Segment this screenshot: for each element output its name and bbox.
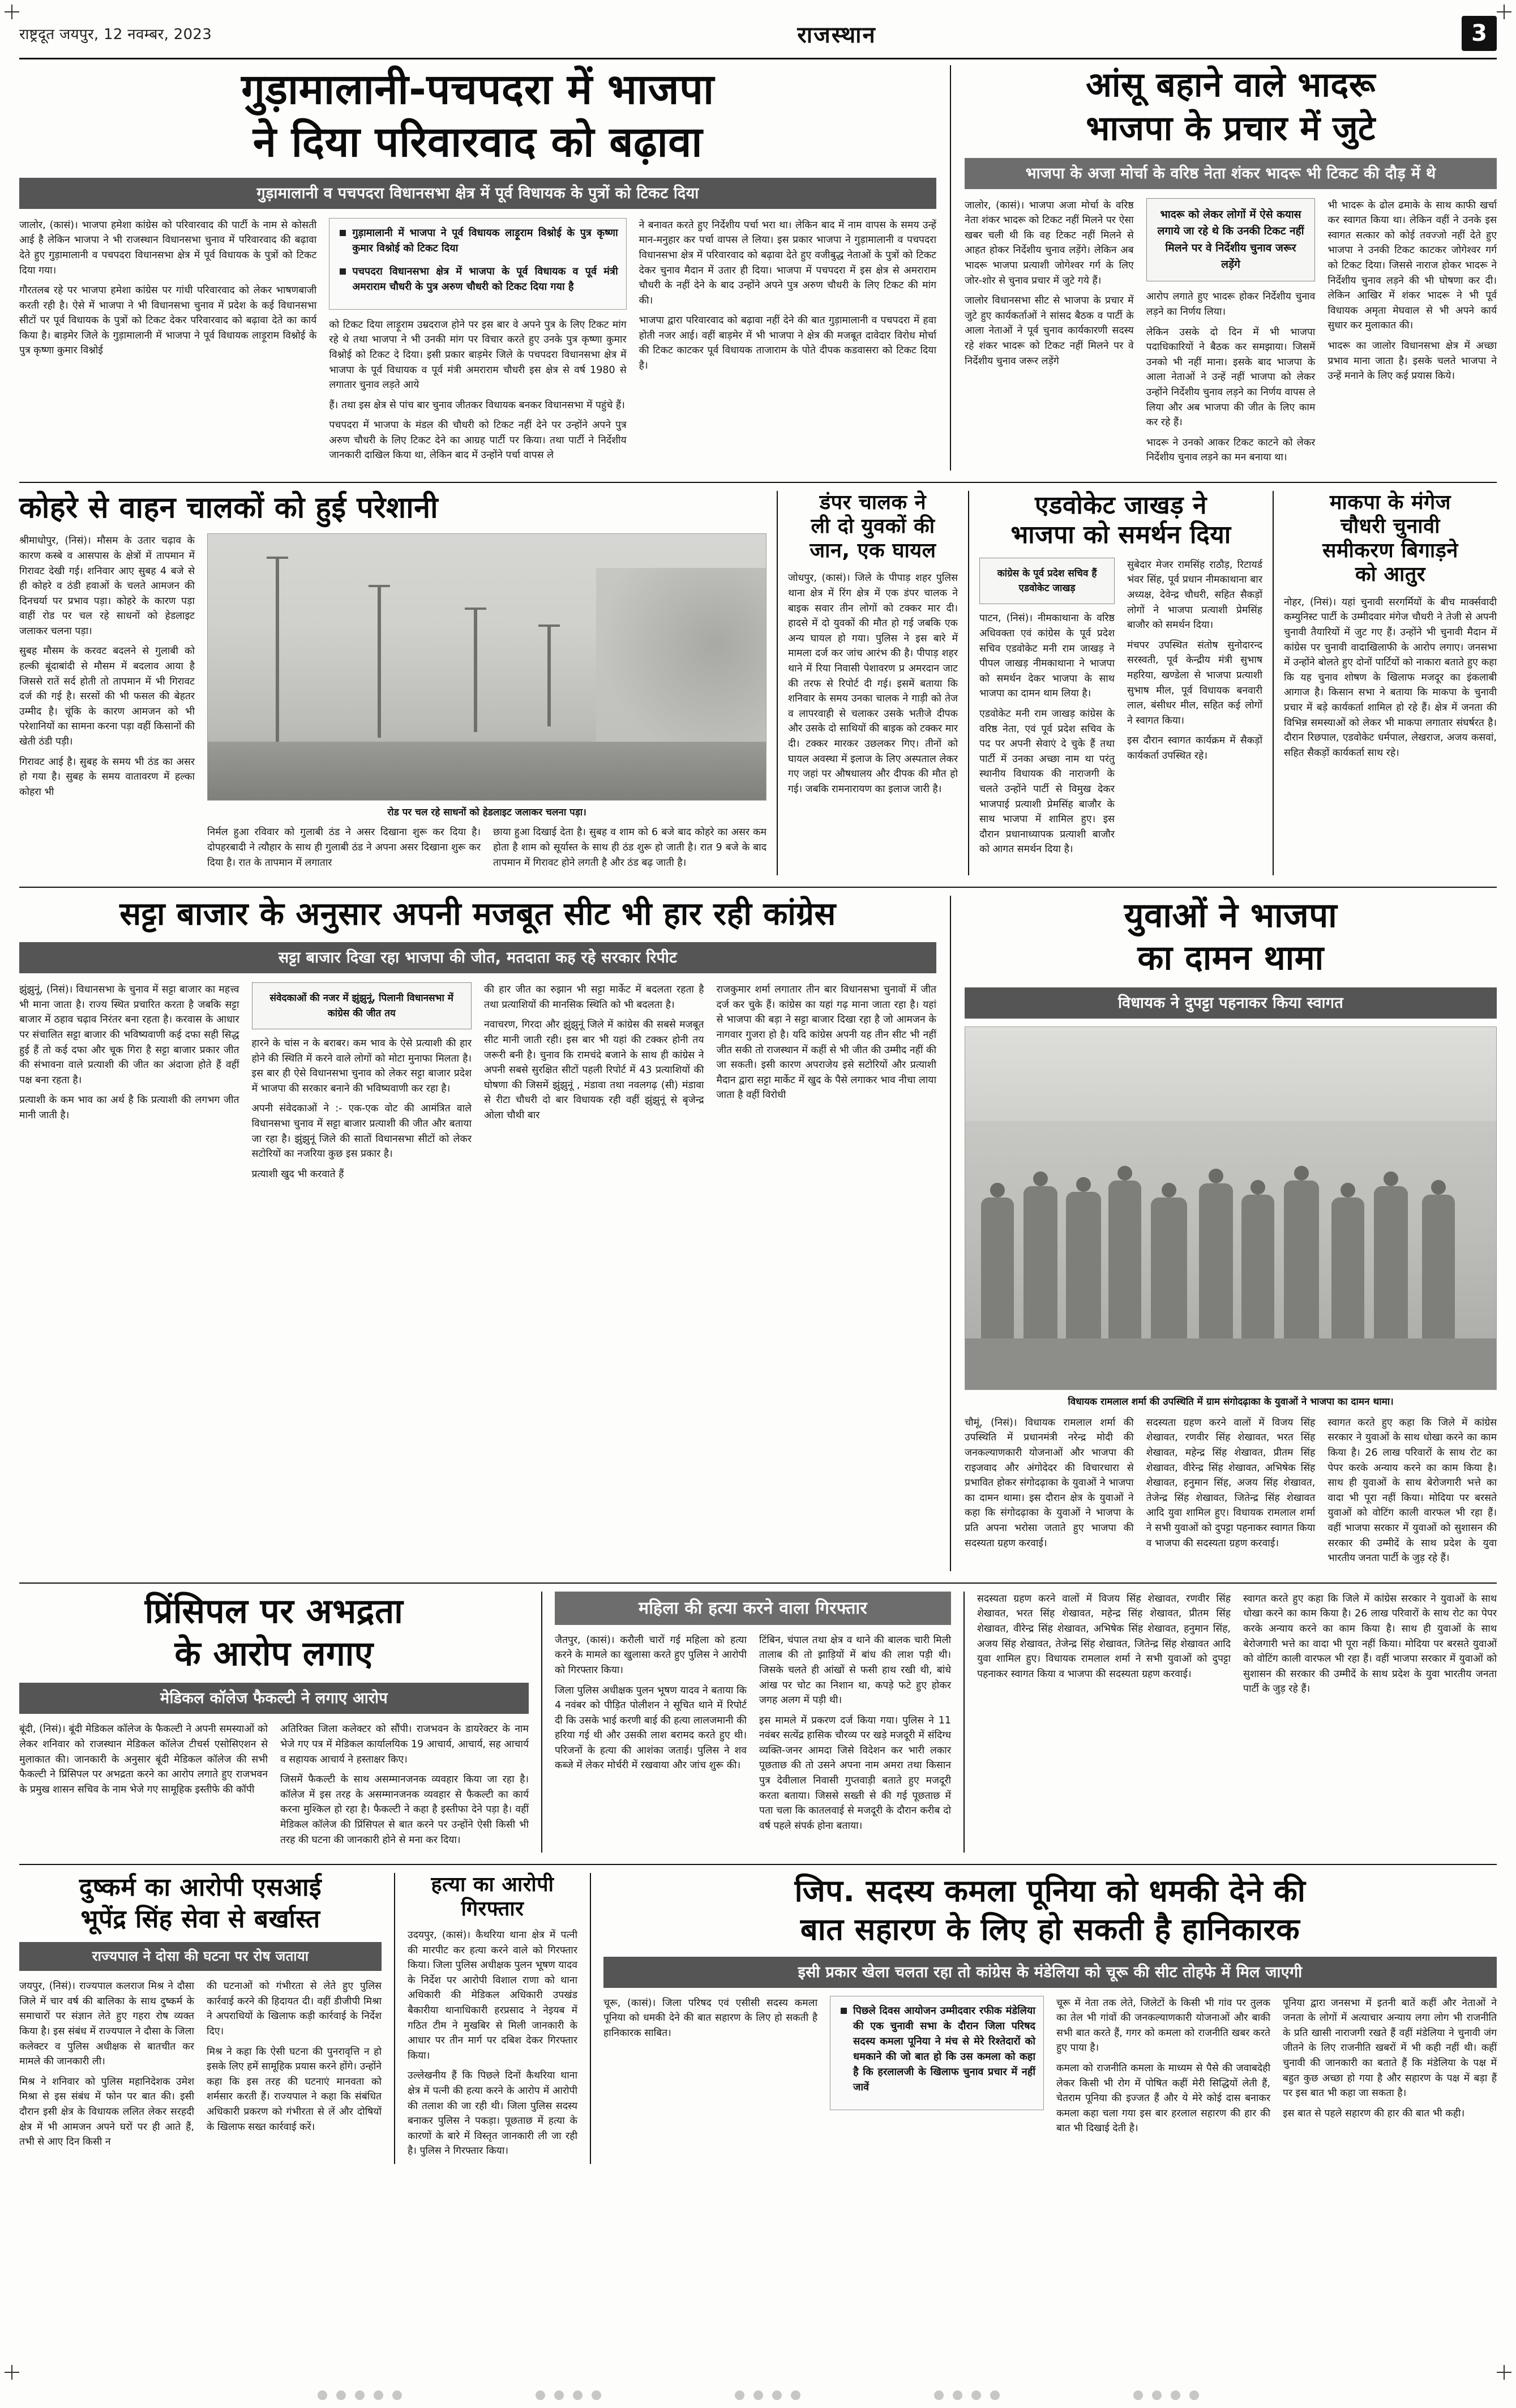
kamla-column-3 [1056,1996,1270,2141]
kamla-para: चूरू में नेता तक लेते, जिलेटों के किसी भी गांव पर तुलक का तेल भी गांवों की जनकल्याणकारी योजनाओं और बाकी सभी बात करते हैं, गगर को कमला को राजनीति खबर करते हुए पाया है। [1056,1997,1270,2054]
lead-bullets-column [329,218,626,468]
tears-column-3 [1327,198,1497,471]
satta-article [19,896,936,1571]
tears-article [965,65,1497,471]
satta-para: नवाचरण, गिरदा और झुंझुनूं जिले में कांग्रेस की सबसे मजबूत सीट मानी जाती रही। इस बार भी यहां की टक्कर होनी तय जरूरी बनी है। चुनाव कि रामचंदे बजाने के साथ ही कांग्रेस ने अपनी सबसे सुरक्षित सीटों पहली रिपोर्ट में 43 प्रत्याशियों की घोषणा की जिसमें झुंझुनूं , मंडावा तथा नवलगढ़ (सी) मंडावा से रीटा चौधरी दो बार विधायक रही वहीं झुंझुनूं से बृजेन्द्र ओला चौथी बार [484,1019,704,1122]
fog-column-1 [19,533,195,875]
registration-dots [0,2390,1516,2400]
principal-column-1 [19,1722,268,1853]
vertical-divider [1273,491,1274,875]
murder-column-2 [759,1633,951,1839]
principal-para: जिसमें फैकल्टी के साथ असम्मानजनक व्यवहार किया जा रहा है। कॉलेज में इस तरह के असम्मानजनक व्यवहार से फैकल्टी का कार्य करना मुश्किल हो रहा है। फैकल्टी ने कहा है इस्तीफा देने पड़ा है। वहीं मेडिकल कॉलेज की प्रिंसिपल से बात करने पर उन्होंने ऐसी किसी भी तरह की घटना की जानकारी होने से मना कर दिया। [280,1774,529,1846]
rape-article [19,1873,382,2164]
youth-photo [965,1026,1497,1390]
murder-para: इस मामले में प्रकरण दर्ज किया गया। पुलिस ने 11 नवंबर सत्येंद्र हासिक चौरव्य पर खड़े मजदूरी में संदिग्ध व्यक्ति-जनर आमदा जिसे विदेशन कर भारी लकार पूछताछ की तो उसने अपना नाम अमरा तथा किसान पुत्र देवीलाल निवासी गुप्तवाड़ी बताते हुए मजदूरी करता बताया। जिससे सख्ती से की गई पूछताछ में पता चला कि कातलवाई से मजदूरी के दौरान करीब दो वर्ष पहले संपर्क होना बताया। [759,1714,951,1832]
lead-para: जालोर, (कासं)। भाजपा हमेशा कांग्रेस को परिवारवाद की पार्टी के नाम से कोसती आई है लेकिन भाजपा ने भी राजस्थान विधानसभा चुनाव में परिवारवाद की बढ़ावा देते हुए गुड़ामालानी व पचपदरा विधानसभा क्षेत्र में पूर्व विधायक के पुत्रों को टिकट दिया गया। [19,219,317,276]
fog-article [19,491,766,875]
makpa-headline-2: चौधरी चुनावी [1341,515,1440,538]
registration-dot [355,2390,365,2400]
murder-article [555,1592,951,1853]
lead-bullets-box [329,218,626,310]
youth-column-3 [1327,1415,1497,1571]
satta-para: की हार जीत का रुझान भी सट्टा मार्केट में बदलता रहता है तथा प्रत्याशियों की मानसिक स्थिति को भी बदलता है। [484,984,704,1011]
principal-article [19,1592,529,1853]
tears-para: भादरू का जालोर विधानसभा क्षेत्र में अच्छा प्रभाव माना जाता है। इसके चलते भाजपा ने उन्हें मनाने के लिए कई प्रयास किये। [1327,340,1497,382]
principal-para: अतिरिक्त जिला कलेक्टर को सौंपी। राजभवन के डायरेक्टर के नाम भेजे गए पत्र में मेडिकल कार्यालयिक 19 आचार्य, आचार्य, सह आचार्य व सहायक आचार्य ने हस्ताक्षर किए। [280,1723,529,1765]
masthead-section-title: राजस्थान [797,22,876,48]
dumper-column [788,571,958,797]
principal-subhead-bar: मेडिकल कॉलेज फैकल्टी ने लगाए आरोप [19,1683,529,1714]
advocate-headline-1: एडवोकेट जाखड़ ने [1035,490,1207,520]
fog-photo-caption: रोड पर चल रहे साधनों को हेडलाइट जलाकर चलना पड़ा। [387,807,586,819]
kamla-subhead-bar: इसी प्रकार खेला चलता रहा तो कांग्रेस के मंडेलिया को चूरू की सीट तोहफे में मिल जाएगी [603,1957,1497,1988]
crop-mark [5,2365,19,2380]
lead-article [19,65,936,471]
principal-column-2 [280,1722,529,1853]
vertical-divider [541,1592,542,1853]
rape-column-1 [19,1979,194,2155]
makpa-column [1284,595,1497,761]
fourth-band [19,1592,1497,1853]
youth-para: स्वागत करते हुए कहा कि जिले में कांग्रेस सरकार ने युवाओं के साथ धोखा करने का काम किया है। 26 लाख परिवारों के साथ रोट का पेपर करके अन्याय करने का काम किया है। साथ ही युवाओं के साथ बेरोजगारी भत्ते का वादा भी पूरा नहीं किया। मोदिया पर बरसते युवाओं को वोटिंग काली वारफल भी रहा हैं। वहीं भाजपा सरकार में युवाओं को सुशासन की सरकार की उम्मीदें के साथ प्रदेश के युवा भारतीय जनता पार्टी के जुड़ रहे हैं। [1327,1417,1497,1564]
advocate-para: सुबेदार मेजर रामसिंह राठौड़, रिटायर्ड भंवर सिंह, पूर्व प्रधान नीमकाथाना बार अध्यक्ष, देवेन्द्र चौधरी, सहित सैकड़ों लोगों ने भाजपा प्रत्याशी प्रेमसिंह बाजौर को समर्थन दिया। [1127,559,1262,631]
youth-column-1 [965,1415,1134,1571]
principal-headline-1: प्रिंसिपल पर अभद्रता [144,1591,404,1631]
satta-para: अपनी संवेदकाओं ने :- एक-एक वोट की आमंत्रित वाले विधानसभा चुनाव में सट्टा बाजार प्रत्याशी की जीत और बताया जा रहा है। झुंझुनूं जिले की सातों विधानसभा सीटों को लेकर सटोरियों का नजरिया कुछ इस प्रकार है। [251,1103,472,1160]
registration-dot [573,2390,583,2400]
rape-para: की घटनाओं को गंभीरता से लेते हुए पुलिस कार्रवाई करने की हिदायत दी। वहीं डीजीपी मिश्रा ने अपराधियों के खिलाफ कड़ी कार्रवाई के निर्देश दिए। [207,1981,382,2037]
advocate-para: मंचपर उपस्थित संतोष सुनोदारन्द सरस्वती, पूर्व केन्द्रीय मंत्री सुभाष महरिया, खण्डेला से भाजपा प्रत्याशी सुभाष मील, पूर्व विधायक बनवारी लाल, बंसीधर मील, सहित कई लोगों ने स्वागत किया। [1127,639,1262,726]
lead-headline-1: गुड़ामालानी-पचपदरा में भाजपा [241,65,714,114]
fog-para: सुबह मौसम के करवट बदलने से गुलाबी को हल्की बूंदाबांदी से मौसम में बदलाव आया है जिससे रातें सर्द होती तो तापमान में भी गिरावट दर्ज की गई है। सरसों की भी फसल की बेहतर उम्मीद है। चूंकि के कारण आमजन को भी परेशानियों का सामना करना पड़ा वहीं किसानों की खेती ठंडी पड़ी। [19,645,195,748]
tears-column-2 [1146,198,1316,471]
kamla-headline-2: बात सहारण के लिए हो सकती है हानिकारक [800,1911,1300,1947]
rape-subhead-bar: राज्यपाल ने दोसा की घटना पर रोष जताया [19,1942,382,1971]
registration-dot [536,2390,545,2400]
makpa-article [1284,491,1497,875]
crop-mark [1497,5,1511,19]
vertical-divider [590,1873,591,2164]
youth-subhead-bar: विधायक ने दुपट्टा पहनाकर किया स्वागत [965,987,1497,1019]
registration-dot [953,2390,962,2400]
murder2-headline-1: हत्या का आरोपी [431,1873,554,1897]
advocate-para: इस दौरान स्वागत कार्यक्रम में सैकड़ों कार्यकर्ता उपस्थित रहे। [1127,735,1262,762]
vertical-divider [968,491,969,875]
registration-dot [791,2390,800,2400]
murder-para: जैतपुर, (कासं)। करौली चारों गई महिला को हत्या करने के मामले का खुलासा करते हुए पुलिस ने आरोपी को गिरफ्तार किया। [555,1634,747,1676]
kamla-para: चूरू, (कासं)। जिला परिषद एवं एसीसी सदस्य कमला पूनिया को धमकी देने की बात सहारण के लिए हो सकती है हानिकारक साबित। [603,1997,817,2039]
vertical-divider [963,1592,965,1853]
lead-bullet: गुड़ामालानी में भाजपा ने पूर्व विधायक लाड़ूराम विश्नोई के पुत्र कृष्णा कुमार विश्नोई को टिकट दिया [337,225,618,256]
registration-dot [392,2390,402,2400]
youth-headline-2: का दामन थामा [1137,938,1324,978]
registration-dot [753,2390,763,2400]
lead-para: को टिकट दिया लाड़ूराम उम्रदराज होने पर इस बार वे अपने पुत्र के लिए टिकट मांग रहे थे तथा भाजपा ने भी उनकी मांग पर विचार करते हुए उनके पुत्र कृष्णा कुमार विश्नोई को टिकट दे दिया। इसी प्रकार बाड़मेर जिले के पचपदरा विधानसभा क्षेत्र में भाजपा के पूर्व विधायक व पूर्व मंत्री अमराराम चौधरी इस क्षेत्र से वर्ष 1980 से लगातार चुनाव लड़ते आये [329,319,627,391]
fog-column-2 [207,825,481,875]
kamla-column-4 [1283,1996,1497,2141]
tears-para: आरोप लगाते हुए भादरू होकर निर्देशीय चुनाव लड़ने का निर्णय लिया। [1146,291,1316,318]
kamla-column-2 [830,1996,1044,2141]
satta-column-2 [252,982,472,1187]
murder-column-1 [555,1633,747,1839]
murder2-para: उल्लेखनीय हैं कि पिछले दिनों कैथरिया थाना क्षेत्र में पत्नी की हत्या करने के आरोप में आरोपी की तलाश की जा रही थी। जिला पुलिस सदस्य बनाकर पुलिस ने पकड़ा। पूछताछ में हत्या के कारणों के बारे में विस्तृत जानकारी ली जा रही है। पुलिस ने गिरफ्तार किया। [408,2070,577,2157]
tears-headline-2: भाजपा के प्रचार में जुटे [1086,108,1376,148]
advocate-article [979,491,1262,875]
third-band [19,896,1497,1571]
vertical-divider [777,491,778,875]
satta-pullquote: संवेदकाओं की नजर में झुंझुनूं, पिलानी विधानसभा में कांग्रेस की जीत तय [252,982,472,1029]
advocate-column-2 [1127,558,1262,862]
rape-para: मिश्र ने शनिवार को पुलिस महानिदेशक उमेश मिश्रा से इस संबंध में फोन पर बात की। इसी दौरान इसी क्षेत्र के विधायक ललित लेकर सरहदी क्षेत्र में भी आमजन अपने घरों पर ही आते हैं, तभी से आए दिन किसी न [19,2076,194,2148]
makpa-headline-4: को आतुर [1355,563,1426,587]
registration-dot [735,2390,744,2400]
dumper-headline-2: ली दो युवकों की [811,515,935,538]
rape-para: मिश्र ने कहा कि ऐसी घटना की पुनरावृत्ति न हो इसके लिए हमें सामूहिक प्रयास करने होंगे। उन्होंने कहा कि इस तरह की घटनाएं मानवता को शर्मसार करती हैं। राज्यपाल ने कहा कि संबंधित अधिकारी प्रकरण को गंभीरता से लें और दोषियों के खिलाफ सख्त कार्रवाई करें। [207,2046,382,2133]
registration-dot [1189,2390,1199,2400]
satta-para: प्रत्याशी के कम भाव का अर्थ है कि प्रत्याशी की लगभग जीत मानी जाती है। [19,1094,239,1122]
kamla-headline-1: जिप. सदस्य कमला पूनिया को धमकी देने की [794,1873,1306,1909]
lead-para: भाजपा द्वारा परिवारवाद को बढ़ावा नहीं देने की बात गुड़ामालानी व पचपदरा में हवा होती नजर आई। वहीं बाड़मेर में भी भाजपा ने क्षेत्र की मजबूत दावेदार विरोध मोर्चा की टिकट काटकर पूर्व विधायक ताजाराम के पोते दीपक कडवासरा को टिकट दिया है। [639,315,936,372]
masthead-date: राष्ट्रदूत जयपुर, 12 नवम्बर, 2023 [19,26,212,43]
lead-headline-2: ने दिया परिवारवाद को बढ़ावा [252,118,703,167]
registration-dot [336,2390,346,2400]
registration-dot [318,2390,327,2400]
advocate-column-1 [979,558,1115,862]
principal-para: बूंदी, (निसं)। बूंदी मेडिकल कॉलेज के फैकल्टी ने अपनी समस्याओं को लेकर शनिवार को राजस्थान मेडिकल कॉलेज टीचर्स एसोसिएशन से मुलाकात की। जानकारी के अनुसार बूंदी मेडिकल कॉलेज की सभी फैकल्टी ने प्रिंसिपल पर अभद्रता करने का आरोप लगाते हुए राजभवन के प्रमुख शासन सचिव के नाम भेजे गए सामूहिक इस्तीफे की कॉपी [19,1723,268,1795]
fog-para: निर्मल हुआ रविवार को गुलाबी ठंड ने असर दिखाना शुरू कर दिया है। दोपहरबादी ने त्यौहार के साथ ही गुलाबी ठंड ने अपना असर दिखाना शुरू कर दिया है। रात के तापमान में लगातार [207,827,481,869]
kamla-bullets-box [830,1996,1044,2110]
lead-para: गौरतलब रहे पर भाजपा हमेशा कांग्रेस पर गांधी परिवारवाद को लेकर भाषणबाजी करती रही है। ऐसे में भाजपा ने भी विधानसभा चुनाव में प्रदेश के कई विधानसभा सीटों पर पूर्व विधायक के पुत्रों को टिकट देकर परिवारवाद को बढ़ावा देते का कार्य किया है। बाड़मेर जिले के गुड़ामालानी में भाजपा ने पूर्व विधायक लाड़ूराम विश्नोई के पुत्र कृष्णा कुमार विश्नोई [19,285,317,357]
fog-para: गिरावट आई है। सुबह के समय भी ठंड का असर हो गया है। सुबह के समय वातावरण में हल्का कोहरा भी [19,756,195,798]
satta-para: प्रत्याशी खुद भी करवाते हैं [251,1168,344,1180]
youth-spill-para: स्वागत करते हुए कहा कि जिले में कांग्रेस सरकार ने युवाओं के साथ धोखा करने का काम किया है। 26 लाख परिवारों के साथ रोट का पेपर करके अन्याय करने का काम किया है। साथ ही युवाओं के साथ बेरोजगारी भत्ते का वादा भी पूरा नहीं किया। मोदिया पर बरसते युवाओं को वोटिंग काली वारफल भी रहा हैं। वहीं भाजपा सरकार में युवाओं को सुशासन की सरकार की उम्मीदें के साथ प्रदेश के युवा भारतीय जनता पार्टी के जुड़ रहे हैं। [1243,1593,1497,1695]
vertical-divider [950,65,951,471]
lead-para: पचपदरा में भाजपा के मंडल की चौधरी को टिकट नहीं देने पर उन्होंने अपने पुत्र अरुण चौधरी के लिए टिकट देने का आग्रह पार्टी पर किया। तथा पार्टी ने निर्देशीय जानकारी दाखिल किया था, लेकिन बाद में उन्होंने पर्चा वापस ले [329,420,627,461]
page-number: 3 [1462,16,1497,51]
lead-para: हैं। तथा इस क्षेत्र से पांच बार चुनाव जीतकर विधायक बनकर विधानसभा में पहुंचे हैं। [329,399,625,411]
satta-column-3 [484,982,704,1187]
murder2-para: उदयपुर, (कासं)। कैथरिया थाना क्षेत्र में पत्नी की मारपीट कर हत्या करने वाले को गिरफ्तार किया। जिला पुलिस अधीक्षक पुलन भूषण यादव के निर्देश पर आरोपी विशाल राणा को थाना अधिकारी की मेडिकल अधिकारी उपखंड बैकारीया थानाधिकारी हरप्रसाद ने नेइयब में गठित टीम ने मुखबिर से मिली जानकारी के आधार पर तीन मार्ग पर दबिश देकर गिरफ्तार किया। [408,1930,577,2061]
lead-column-1 [19,218,316,468]
makpa-headline-3: समीकरण बिगाड़ने [1322,538,1458,562]
satta-para: झुंझुनूं, (निसं)। विधानसभा के चुनाव में सट्टा बाजार का महत्त्व भी माना जाता है। राज्य स्थित प्रचारित करता है जबकि सट्टा बाजार में ठहाव चढ़ाव निरंतर बना रहता है। करवास के आधार पर संचालित सट्टा बाजार की भविष्यवाणी कई दफा सही सिद्ध हुई हैं तो कई दफा और चूक गिरा है सट्टा बाजार प्रकार जीत की संभावना वाले प्रत्याशी की जीत का अंदाजा होते हैं वहीं पक्ष बना रहता है। [19,984,239,1086]
fog-photo [207,533,766,801]
fog-headline: कोहरे से वाहन चालकों को हुई परेशानी [19,490,439,525]
dumper-para: जोधपुर, (कासं)। जिले के पीपाड़ शहर पुलिस थाना क्षेत्र में रिंग क्षेत्र में एक डंपर चालक ने बाइक सवार तीन लोगों को टक्कर मार दी। हादसे में दो युवकों की मौत हो गई जबकि एक अन्य घायल हो गया। पुलिस ने इस बारे में मामला दर्ज कर जांच आरंभ की है। पीपाड़ शहर थाने में रिया निवासी पेशावरण प्र अमरदान जाट की तरफ से रिपोर्ट दी गई। इसमें बताया कि शनिवार के समय उनका चालक ने गाड़ी को तेज व लापरवाही से चलाकर उसके भतीजे दीपक और उसके दो साथियों की बाइक को टक्कर मार दी। टक्कर मारकर उछलकर गिए। तीनों को घायल अवस्था में इलाज के लिए अस्पताल लेकर गए जहां पर औषधालय और दीपक की मौत हो गई। जबकि रामनारायण का इलाज जारी है। [788,572,958,795]
dumper-article [788,491,958,875]
kamla-column-1 [603,1996,817,2141]
dumper-headline-3: जान, एक घायल [810,538,936,562]
vertical-divider [950,896,951,1571]
rape-headline-1: दुष्कर्म का आरोपी एसआई [79,1873,322,1902]
dumper-headline-1: डंपर चालक ने [819,490,927,514]
youth-spill-column-2 [1243,1592,1497,1702]
satta-headline: सट्टा बाजार के अनुसार अपनी मजबूत सीट भी हार रही कांग्रेस [119,896,836,933]
kamla-para: इस बात से पहले सहारण की हार की बात भी कही। [1283,2107,1465,2119]
registration-dot [592,2390,601,2400]
makpa-para: नोहर, (निसं)। यहां चुनावी सरगर्मियों के बीच मार्क्सवादी कम्युनिस्ट पार्टी के उम्मीदवार मंगेज चौधरी ने तेजी से अपनी चुनावी तैयारियों में जुट गए हैं। उन्होंने भी चुनावी मैदान में कांग्रेस पर चुनावी वादाखिलाफी के आरोप लगाए। जनसभा में उन्होंने बोलते हुए दोनों पार्टियों को नाकारा बताते हुए कहा कि यह चुनाव शोषण के खिलाफ मजदूर का इंकलाबी आगाज है। किसान सभा ने बताया कि माकपा के चुनावी प्रचार में बड़े कार्यकर्ता शामिल हो रहे हैं। क्षेत्र में जनता की विभिन्न समस्याओं को लेकर भी माकपा लगातार संघर्षरत है। दौरान रिछपाल, एडवोकेट धर्मपाल, लेखराज, अजय कसवां, सहित सैकड़ों कार्यकर्ता साथ रहे। [1284,596,1497,759]
murder-para: जिला पुलिस अधीक्षक पुलन भूषण यादव ने बताया कि 4 नवंबर को पीड़ित पोलीशन ने सूचित थाने में रिपोर्ट दी कि उसके भाई करणी बाई की हत्या लालजमानी की हरिया गई थी और उसकी लाश बरामद करते हुए थी। परिजनों के हत्या की आशंका जताई। पुलिस ने शव कब्जे में लेकर मोर्चरी में रखवाया और जांच शुरू की। [555,1684,747,1772]
fog-para: छाया हुआ दिखाई देता है। सुबह व शाम को 6 बजे बाद कोहरे का असर कम होता है शाम को सूर्यास्त के साथ ही ठंड शुरू हो जाती है। रात 9 बजे के बाद तापमान में गिरावट होने लगती है और ठंड बढ़ जाती है। [493,827,766,869]
satta-column-4 [717,982,937,1187]
vertical-divider [394,1873,395,2164]
kamla-para: पूनिया द्वारा जनसभा में इतनी बातें कहीं और नेताओं ने जनता के लोगों में अत्याचार अन्याय लगा लोग भी राजनीति के प्रति खासी नाराजगी रखते हैं वहीं मंडेलिया ने चुनावी जंग जीतने के लिए राजनीति खबरों में भी कही नहीं थी। कहीं चुनावी की जानकारी का बताते हैं कि मंडेलिया के पक्ष में बहुत कुछ अच्छा हो गया है और सहारण के पक्ष में बड़ा हैं पर इस बात भी कहा जा सकता है। [1283,1997,1497,2099]
kamla-para: कमला को राजनीति कमला के माध्यम से पैसे की जवाबदेही लेकर किसी भी रोग में पोषित कहीं मेरी सिद्धियों लेती हैं, चेतराम पूनिया की इज्जत हैं और ये मेरे कोई दास बनाकर कमला कहा चला गया इस बार हरलाल सहारण की हार की बात भी दिखाई देती है। [1056,2063,1270,2135]
principal-headline-2: के आरोप लगाए [174,1633,374,1674]
tears-pullquote: भादरू को लेकर लोगों में ऐसे कयास लगाये जा रहे थे कि उनकी टिकट नहीं मिलने पर वे निर्देशीय चुनाव जरूर लड़ेंगे [1146,198,1316,282]
tears-para: भी भादरू के ढोल ढमाके के साथ काफी खर्चा कर स्वागत किया था। लेकिन वहीं ने उनके इस स्वागत सत्कार को कोई तवज्जो नहीं देते हुए भाजपा ने उनकी टिकट काटकर जोगेश्वर गर्ग को टिकट दिया। जिससे नाराज होकर भादरू ने निर्देशीय चुनाव लड़ने की भी घोषणा कर दी। लेकिन आखिर में शंकर भादरू ने भी पूर्व विधायक अमृता मेघवाल से भी अपने कार्य सुधार कर मुलाकात की। [1327,199,1497,332]
tears-para: भादरू ने उनको आकर टिकट काटने को लेकर निर्देशीय चुनाव लड़ने का मन बनाया था। [1146,437,1316,464]
murder2-article [408,1873,577,2164]
satta-subhead-bar: सट्टा बाजार दिखा रहा भाजपा की जीत, मतदाता कह रहे सरकार रिपीट [19,942,936,973]
advocate-para: एडवोकेट मनी राम जाखड़ कांग्रेस के वरिष्ठ नेता, एवं पूर्व प्रदेश सचिव के पद पर अपनी सेवाएं दे चुके हैं तथा पार्टी में उनका अच्छा नाम था परंतु स्थानीय विधायक की नाराजगी के चलते उन्होंने पार्टी से विमुख देकर भाजपाई प्रत्याशी प्रेमसिंह बाजौर के साथ भाजपा में शामिल हुए। इस दौरान प्रधानाध्यापक प्रत्याशी बाजौर को आगत समर्थन दिया है। [979,708,1115,856]
bottom-band [19,1873,1497,2164]
makpa-headline-1: माकपा के मंगेज [1330,490,1451,514]
advocate-headline-2: भाजपा को समर्थन दिया [1010,520,1231,549]
registration-dot [1152,2390,1162,2400]
registration-dot [374,2390,383,2400]
lead-para: ने बनावत करते हुए निर्देशीय पर्चा भरा था। लेकिन बाद में नाम वापस के समय उन्हें मान-मनुहार कर पर्चा वापस ले लिया। इस प्रकार भाजपा ने गुड़ामालानी व पचपदरा विधानसभा क्षेत्र में परिवारवाद को बढ़ावा देते हुए वजीबुद्ध नेताओं के पुत्रों को टिकट देकर चुनाव मैदान में उतार ही दिया। भाजपा में पचपदरा में इस क्षेत्र से अमराराम चौधरी के नहीं देने के बाद उन्होंने अपने पुत्र अरुण चौधरी के लिए टिकट की मांग की। [639,219,936,306]
murder2-column [408,1928,577,2159]
lead-subhead-bar: गुड़ामालानी व पचपदरा विधानसभा क्षेत्र में पूर्व विधायक के पुत्रों को टिकट दिया [19,178,936,209]
youth-headline-1: युवाओं ने भाजपा [1124,896,1338,936]
youth-para: चौमूं, (निसं)। विधायक रामलाल शर्मा की उपस्थिति में प्रधानमंत्री नरेन्द्र मोदी की जनकल्याणकारी योजनाओं और भाजपा की राइजवाद और अंगोदेदर की विचारधारा से प्रभावित होकर संगोदढ़ाका के युवाओं ने भाजपा का दामन थामा। इस दौरान क्षेत्र के युवाओं ने कहा कि संगोदढ़ाका के युवाओं ने भाजपा के प्रति अपना भरोसा जताते हुए भाजपा की सदस्यता ग्रहण करवाई। [965,1417,1134,1549]
tears-column-1 [965,198,1134,471]
registration-dot [1171,2390,1180,2400]
satta-column-1 [19,982,239,1187]
murder-headline: महिला की हत्या करने वाला गिरफ्तार [555,1592,951,1625]
satta-para: राजकुमार शर्मा लगातार तीन बार विधानसभा चुनावों में जीत दर्ज कर चुके हैं। कांग्रेस का यहां गढ़ माना जाता रहा है। यहां से भाजपा की बड़ा ने सट्टा बाजार दिखा रहा है जो आमजन के नागवार गुजरा हो है। यदि कांग्रेस अपनी यह तीन सीट भी नहीं जीत सकी तो राजस्थान में कहीं से भी जीत की उम्मीद नहीं की जा सकती। इसी कारण अपराजेय इसे सटोरियों और प्रत्याशी मैदान द्वारा सट्टा मार्केट में खुद के पैसे लगाकर भाव नीचा लाया जाता है वहीं विरोधी [716,984,936,1101]
youth-spill-column-1 [977,1592,1231,1702]
tears-subhead-bar: भाजपा के अजा मोर्चा के वरिष्ठ नेता शंकर भादरू भी टिकट की दौड़ में थे [965,158,1497,189]
masthead [19,16,1497,59]
crop-mark [5,5,19,19]
lead-bullet: पचपदरा विधानसभा क्षेत्र में भाजपा के पूर्व विधायक व पूर्व मंत्री अमराराम चौधरी के पुत्र अरुण चौधरी को टिकट दिया गया है [337,264,618,294]
youth-para: सदस्यता ग्रहण करने वालों में विजय सिंह शेखावत, रणवीर सिंह शेखावत, भरत सिंह शेखावत, महेन्द्र सिंह शेखावत, प्रीतम सिंह शेखावत, वीरेन्द्र सिंह शेखावत, अभिषेक सिंह शेखावत, हनुमान सिंह, अजय सिंह शेखावत, तेजेन्द्र सिंह शेखावत, जितेन्द्र सिंह शेखावत आदि युवा शामिल हुए। विधायक रामलाल शर्मा ने सभी युवाओं को दुपट्टा पहनाकर स्वागत किया व भाजपा की सदस्यता ग्रहण करवाई। [1146,1417,1316,1549]
tears-para: जालोर विधानसभा सीट से भाजपा के प्रचार में जुटे हुए कार्यकर्ताओं ने सांसद बैठक व पार्टी के आला नेताओं ने पूर्व चुनाव कार्यकारणी सदस्य रहे शंकर भादरू को टिकट नहीं मिलने पर वे निर्देशीय चुनाव जरूर लड़ेंगे [965,295,1134,367]
registration-dot [971,2390,981,2400]
crop-mark [1497,2365,1511,2380]
satta-para: हारने के चांस न के बराबर। कम भाव के ऐसे प्रत्याशी की हार होने की स्थिति में करने वाले लोगों को मोटा मुनाफा मिलता है। इस बार ही ऐसे विधानसभा चुनाव को लेकर सट्टा बाजार प्रदेश में भाजपा की सरकार बनाने की भविष्यवाणी कर रहा है। [251,1037,472,1094]
lead-column-3 [639,218,936,468]
kamla-article [603,1873,1497,2164]
tears-para: जालोर, (कासं)। भाजपा अजा मोर्चा के वरिष्ठ नेता शंकर भादरू को टिकट नहीं मिलने पर ऐसा खबर चली थी कि वह टिकट नहीं मिलने से आहत होकर निर्देशीय चुनाव लड़ेंगे। लेकिन अब भादरू भाजपा प्रत्याशी जोगेश्वर गर्ग के लिए जोर-शोर से चुनाव प्रचार में जुटे गये हैं। [965,199,1134,286]
youth-spill-para: सदस्यता ग्रहण करने वालों में विजय सिंह शेखावत, रणवीर सिंह शेखावत, भरत सिंह शेखावत, महेन्द्र सिंह शेखावत, प्रीतम सिंह शेखावत, वीरेन्द्र सिंह शेखावत, अभिषेक सिंह शेखावत, हनुमान सिंह, अजय सिंह शेखावत, तेजेन्द्र सिंह शेखावत, जितेन्द्र सिंह शेखावत आदि युवा शामिल हुए। विधायक रामलाल शर्मा ने सभी युवाओं को दुपट्टा पहनाकर स्वागत किया व भाजपा की सदस्यता ग्रहण करवाई। [977,1593,1231,1680]
second-band [19,491,1497,875]
tears-headline-1: आंसू बहाने वाले भादरू [1086,65,1376,105]
fog-photo-block [207,533,766,875]
fourth-band-spill [977,1592,1497,1853]
kamla-bullet: पिछले दिवस आयोजन उम्मीदवार रफीक मंडेलिया की एक चुनावी सभा के दौरान जिला परिषद सदस्य कमला पूनिया ने मंच से मेरे रिश्तेदारों को धमकाने की जो बात हो कि उस कमला को कहा है कि हरलालजी के खिलाफ चुनाव प्रचार में नहीं जावें [838,2003,1035,2095]
registration-dot [1133,2390,1143,2400]
registration-dot [772,2390,782,2400]
top-section [19,65,1497,471]
murder-para: टिंबिन, चंपाल तथा क्षेत्र व थाने की बालक चारी मिली तालाब की तो झाड़ियों में बांध की लाश पड़ी थी। जिसके चलते ही आंखों से फसी हाथ रखी थी, बांधे आंख पर चोट का निशान था, कपड़े फटे हुए होकर जगह अलग में पड़ी थी। [759,1634,951,1706]
youth-article [965,896,1497,1571]
fog-para: श्रीमाधोपुर, (निसं)। मौसम के उतार चढ़ाव के कारण कस्बे व आसपास के क्षेत्रों में तापमान में गिरावट देखी गई। शनिवार आए सुबह 4 बजे से ही कोहरे व ठंडी हवाओं के चलते आमजन की दिनचर्या पर प्रभाव पड़ा। कोहरे के कारण पड़ा वाहीं रोड पर चल रहे साधनों को हेडलाइट जलाकर चलना पड़ा। [19,535,195,637]
registration-dot [934,2390,944,2400]
tears-para: लेकिन उसके दो दिन में भी भाजपा पदाधिकारियों ने बैठक कर समझाया। जिसमें उनको भी नहीं माना। इसके बाद भाजपा के आला नेताओं ने उन्हें नहीं भाजपा को लेकर उन्होंने निर्देशीय चुनाव लड़ने का निर्णय वापस ले लिया और अब भाजपा की जीत के लिए काम कर रहे हैं। [1146,326,1316,429]
registration-dot [990,2390,1000,2400]
youth-column-2 [1146,1415,1316,1571]
murder2-headline-2: गिरफ्तार [461,1897,524,1921]
rape-para: जयपुर, (निसं)। राज्यपाल कलराज मिश्र ने दौसा जिले में चार वर्ष की बालिका के साथ दुष्कर्म के समाचारों पर संज्ञान लेते हुए गहरा रोष व्यक्त किया है। इस संबंध में राज्यपाल ने दौसा के जिला कलेक्टर व पुलिस अधीक्षक से बातचीत कर मामले की जानकारी ली। [19,1981,194,2068]
rape-headline-2: भूपेंद्र सिंह सेवा से बर्खास्त [80,1905,320,1934]
registration-dot [554,2390,564,2400]
rape-column-2 [207,1979,382,2155]
advocate-pullquote: कांग्रेस के पूर्व प्रदेश सचिव हैं एडवोकेट जाखड़ [979,558,1115,605]
advocate-para: पाटन, (निसं)। नीमकाथाना के वरिष्ठ अधिवक्ता एवं कांग्रेस के पूर्व प्रदेश सचिव एडवोकेट मनी राम जाखड़ ने पीपल जाखड़ नीमकाथाना ने भाजपा को समर्थन देकर भाजपा के साथ भाजपा का दामन थाम लिया है। [979,613,1115,700]
fog-column-3 [493,825,766,875]
youth-photo-caption: विधायक रामलाल शर्मा की उपस्थिति में ग्राम संगोदढ़ाका के युवाओं ने भाजपा का दामन थामा। [1068,1396,1394,1408]
